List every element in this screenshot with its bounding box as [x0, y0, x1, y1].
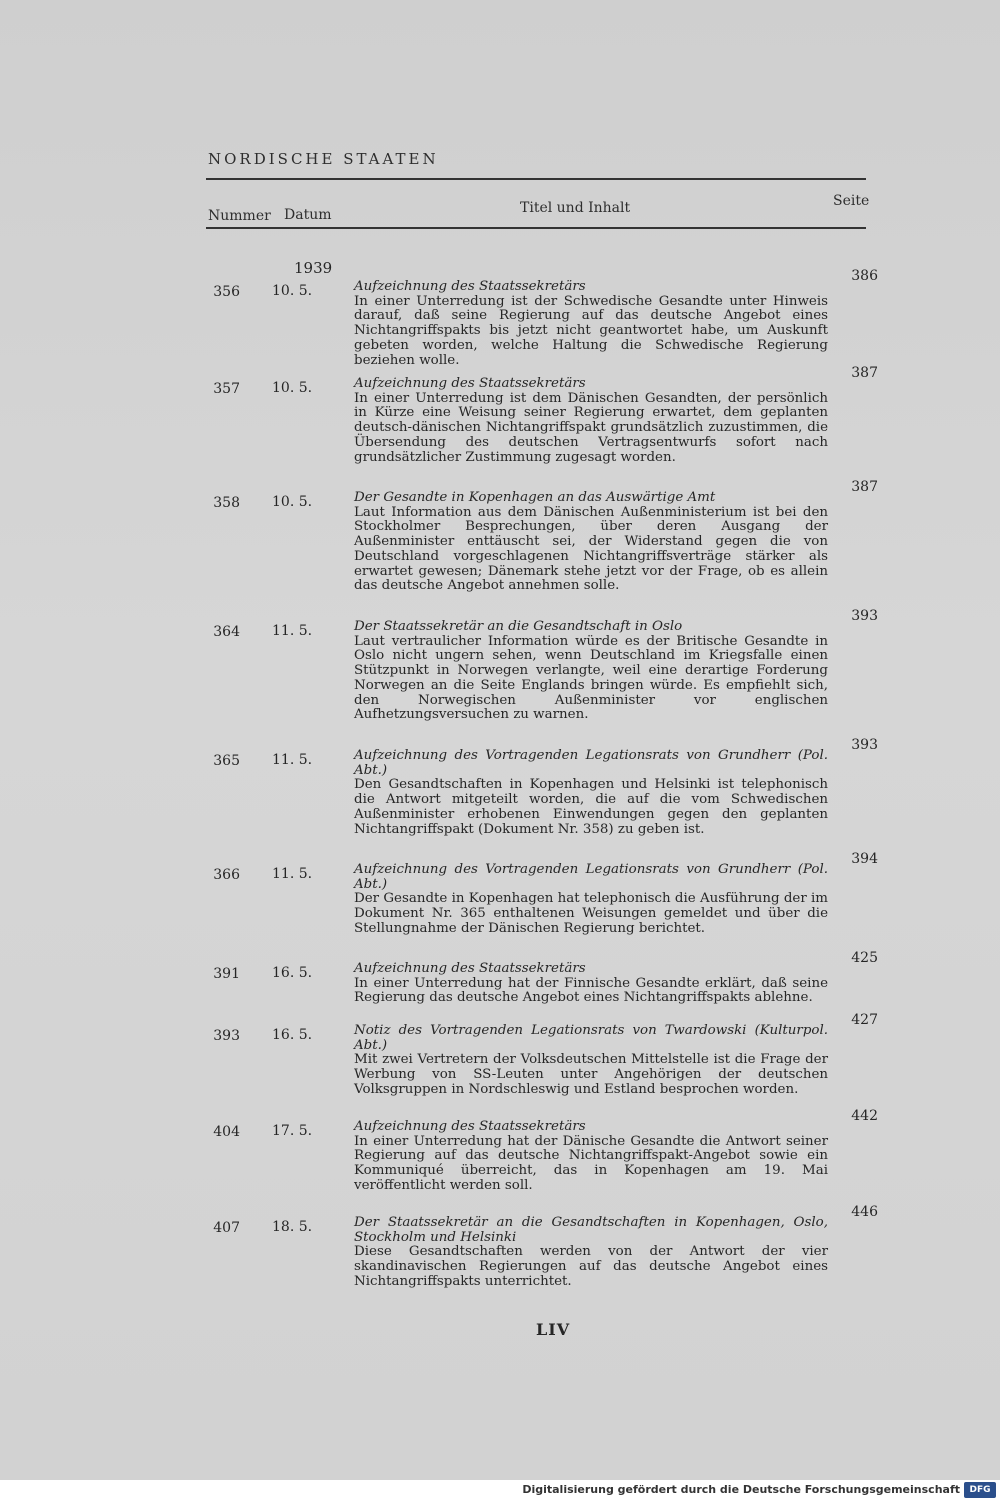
header-rule-bottom	[206, 227, 866, 229]
entry-date: 11. 5.	[272, 866, 313, 882]
entry-number: 365	[213, 753, 240, 769]
entry-page: 446	[851, 1204, 878, 1220]
entry-number: 358	[213, 495, 240, 511]
entry-body	[354, 377, 828, 465]
footer-credit: Digitalisierung gefördert durch die Deutsche Forschungsgemeinschaft	[522, 1483, 960, 1496]
header-rule-top	[206, 178, 866, 180]
entry-body	[354, 491, 828, 594]
entry-body	[354, 1216, 828, 1290]
entry-date: 10. 5.	[272, 283, 313, 299]
entry-title: Aufzeichnung des Vortragenden Legationsrats von Grundherr (Pol. Abt.)	[354, 862, 828, 892]
entry-text: In einer Unterredung hat der Dänische Gesandte die Antwort seiner Regierung auf das deutsche Nichtangriffspakt-Angebot sowie ein Kommuniqué überreicht, das in Kopenhagen am 19. Mai veröffentlicht werden soll.	[354, 1133, 828, 1193]
entry-date: 18. 5.	[272, 1219, 313, 1235]
entry-body	[354, 1024, 828, 1098]
column-header-datum: Datum	[284, 207, 332, 223]
entry-number: 356	[213, 284, 240, 300]
entry-body	[354, 962, 828, 1006]
entry-title: Der Gesandte in Kopenhagen an das Auswärtige Amt	[354, 490, 716, 505]
entry-page: 393	[851, 608, 878, 624]
entry-title: Notiz des Vortragenden Legationsrats von Twardowski (Kulturpol. Abt.)	[354, 1023, 828, 1053]
entry-body	[354, 749, 828, 837]
entry-title: Aufzeichnung des Staatssekretärs	[354, 376, 586, 391]
section-title: NORDISCHE STAATEN	[208, 150, 439, 168]
entry-date: 10. 5.	[272, 494, 313, 510]
entry-page: 427	[851, 1012, 878, 1028]
entry-date: 11. 5.	[272, 752, 313, 768]
entry-text: Laut vertraulicher Information würde es der Britische Gesandte in Oslo nicht ungern sehen, wenn Deutschland im Kriegsfalle einen Stützpunkt in Norwegen verlangte, weil eine derartige Forderung Norwegen an die Seite Englands bringen würde. Es empfiehlt sich, den Norwegischen Außenminister vor englischen Aufhetzungsversuchen zu warnen.	[354, 633, 828, 723]
entry-title: Aufzeichnung des Staatssekretärs	[354, 961, 586, 976]
entry-number: 366	[213, 867, 240, 883]
entry-text: Diese Gesandtschaften werden von der Antwort der vier skandinavischen Regierungen auf das deutsche Angebot eines Nichtangriffspakts unterrichtet.	[354, 1244, 828, 1289]
entry-text: Mit zwei Vertretern der Volksdeutschen Mittelstelle ist die Frage der Werbung von SS-Leuten unter Angehörigen der deutschen Volksgruppen in Nordschleswig und Estland besprochen worden.	[354, 1052, 828, 1097]
entry-number: 393	[213, 1028, 240, 1044]
column-header-seite: Seite	[833, 193, 870, 209]
entry-number: 364	[213, 624, 240, 640]
entry-text: Den Gesandtschaften in Kopenhagen und Helsinki ist telephonisch die Antwort mitgeteilt worden, die auf die vom Schwedischen Außenminister erhobenen Einwendungen gegen den geplanten Nichtangriffspakt (Dokument Nr. 358) zu geben ist.	[354, 777, 828, 837]
entry-title: Aufzeichnung des Staatssekretärs	[354, 1119, 586, 1134]
entry-page: 387	[851, 365, 878, 381]
entry-date: 11. 5.	[272, 623, 313, 639]
entry-date: 16. 5.	[272, 1027, 313, 1043]
entry-text: In einer Unterredung ist dem Dänischen Gesandten, der persönlich in Kürze eine Weisung seiner Regierung erwartet, dem geplanten deutsch-dänischen Nichtangriffspakt grundsätzlich zuzustimmen, die Übersendung des deutschen Vertragsentwurfs sofort nach grundsätzlicher Zustimmung zugesagt worden.	[354, 390, 828, 465]
year-label: 1939	[294, 259, 333, 277]
page-number: LIV	[536, 1320, 571, 1339]
entry-title: Der Staatssekretär an die Gesandtschaft in Oslo	[354, 619, 683, 634]
entry-date: 17. 5.	[272, 1123, 313, 1139]
entry-body	[354, 863, 828, 937]
entry-number: 391	[213, 966, 240, 982]
column-header-nummer: Nummer	[208, 208, 271, 224]
entry-page: 387	[851, 479, 878, 495]
entry-body	[354, 280, 828, 368]
entry-text: In einer Unterredung hat der Finnische Gesandte erklärt, daß seine Regierung das deutsche Angebot eines Nichtangriffspakts ablehne.	[354, 975, 828, 1006]
footer-bar	[0, 1480, 1000, 1501]
entry-page: 394	[851, 851, 878, 867]
entry-page: 386	[851, 268, 878, 284]
entry-text: Laut Information aus dem Dänischen Außenministerium ist bei den Stockholmer Besprechungen, über deren Ausgang der Außenminister enttäuscht sei, der Widerstand gegen die von Deutschland vorgeschlagenen Nichtangriffsverträge stärker als erwartet gewesen; Dänemark stehe jetzt vor der Frage, ob es allein das deutsche Angebot annehmen solle.	[354, 504, 828, 594]
entry-number: 407	[213, 1220, 240, 1236]
column-header-titel: Titel und Inhalt	[520, 200, 631, 216]
entry-text: Der Gesandte in Kopenhagen hat telephonisch die Ausführung der im Dokument Nr. 365 enthaltenen Weisungen gemeldet und über die Stellungnahme der Dänischen Regierung berichtet.	[354, 891, 828, 936]
entry-title: Aufzeichnung des Staatssekretärs	[354, 279, 586, 294]
entry-date: 16. 5.	[272, 965, 313, 981]
entry-number: 404	[213, 1124, 240, 1140]
entry-page: 425	[851, 950, 878, 966]
entry-page: 442	[851, 1108, 878, 1124]
entry-page: 393	[851, 737, 878, 753]
entry-date: 10. 5.	[272, 380, 313, 396]
entry-title: Der Staatssekretär an die Gesandtschaften in Kopenhagen, Oslo, Stockholm und Helsinki	[354, 1215, 828, 1245]
entry-title: Aufzeichnung des Vortragenden Legationsrats von Grundherr (Pol. Abt.)	[354, 748, 828, 778]
entry-number: 357	[213, 381, 240, 397]
entry-text: In einer Unterredung ist der Schwedische Gesandte unter Hinweis darauf, daß seine Regierung auf das deutsche Angebot eines Nichtangriffspakts bis jetzt nicht geantwortet habe, um Auskunft gebeten worden, welche Haltung die Schwedische Regierung beziehen wolle.	[354, 293, 828, 368]
entry-body	[354, 620, 828, 723]
entry-body	[354, 1120, 828, 1194]
dfg-logo-icon: DFG	[964, 1482, 996, 1498]
